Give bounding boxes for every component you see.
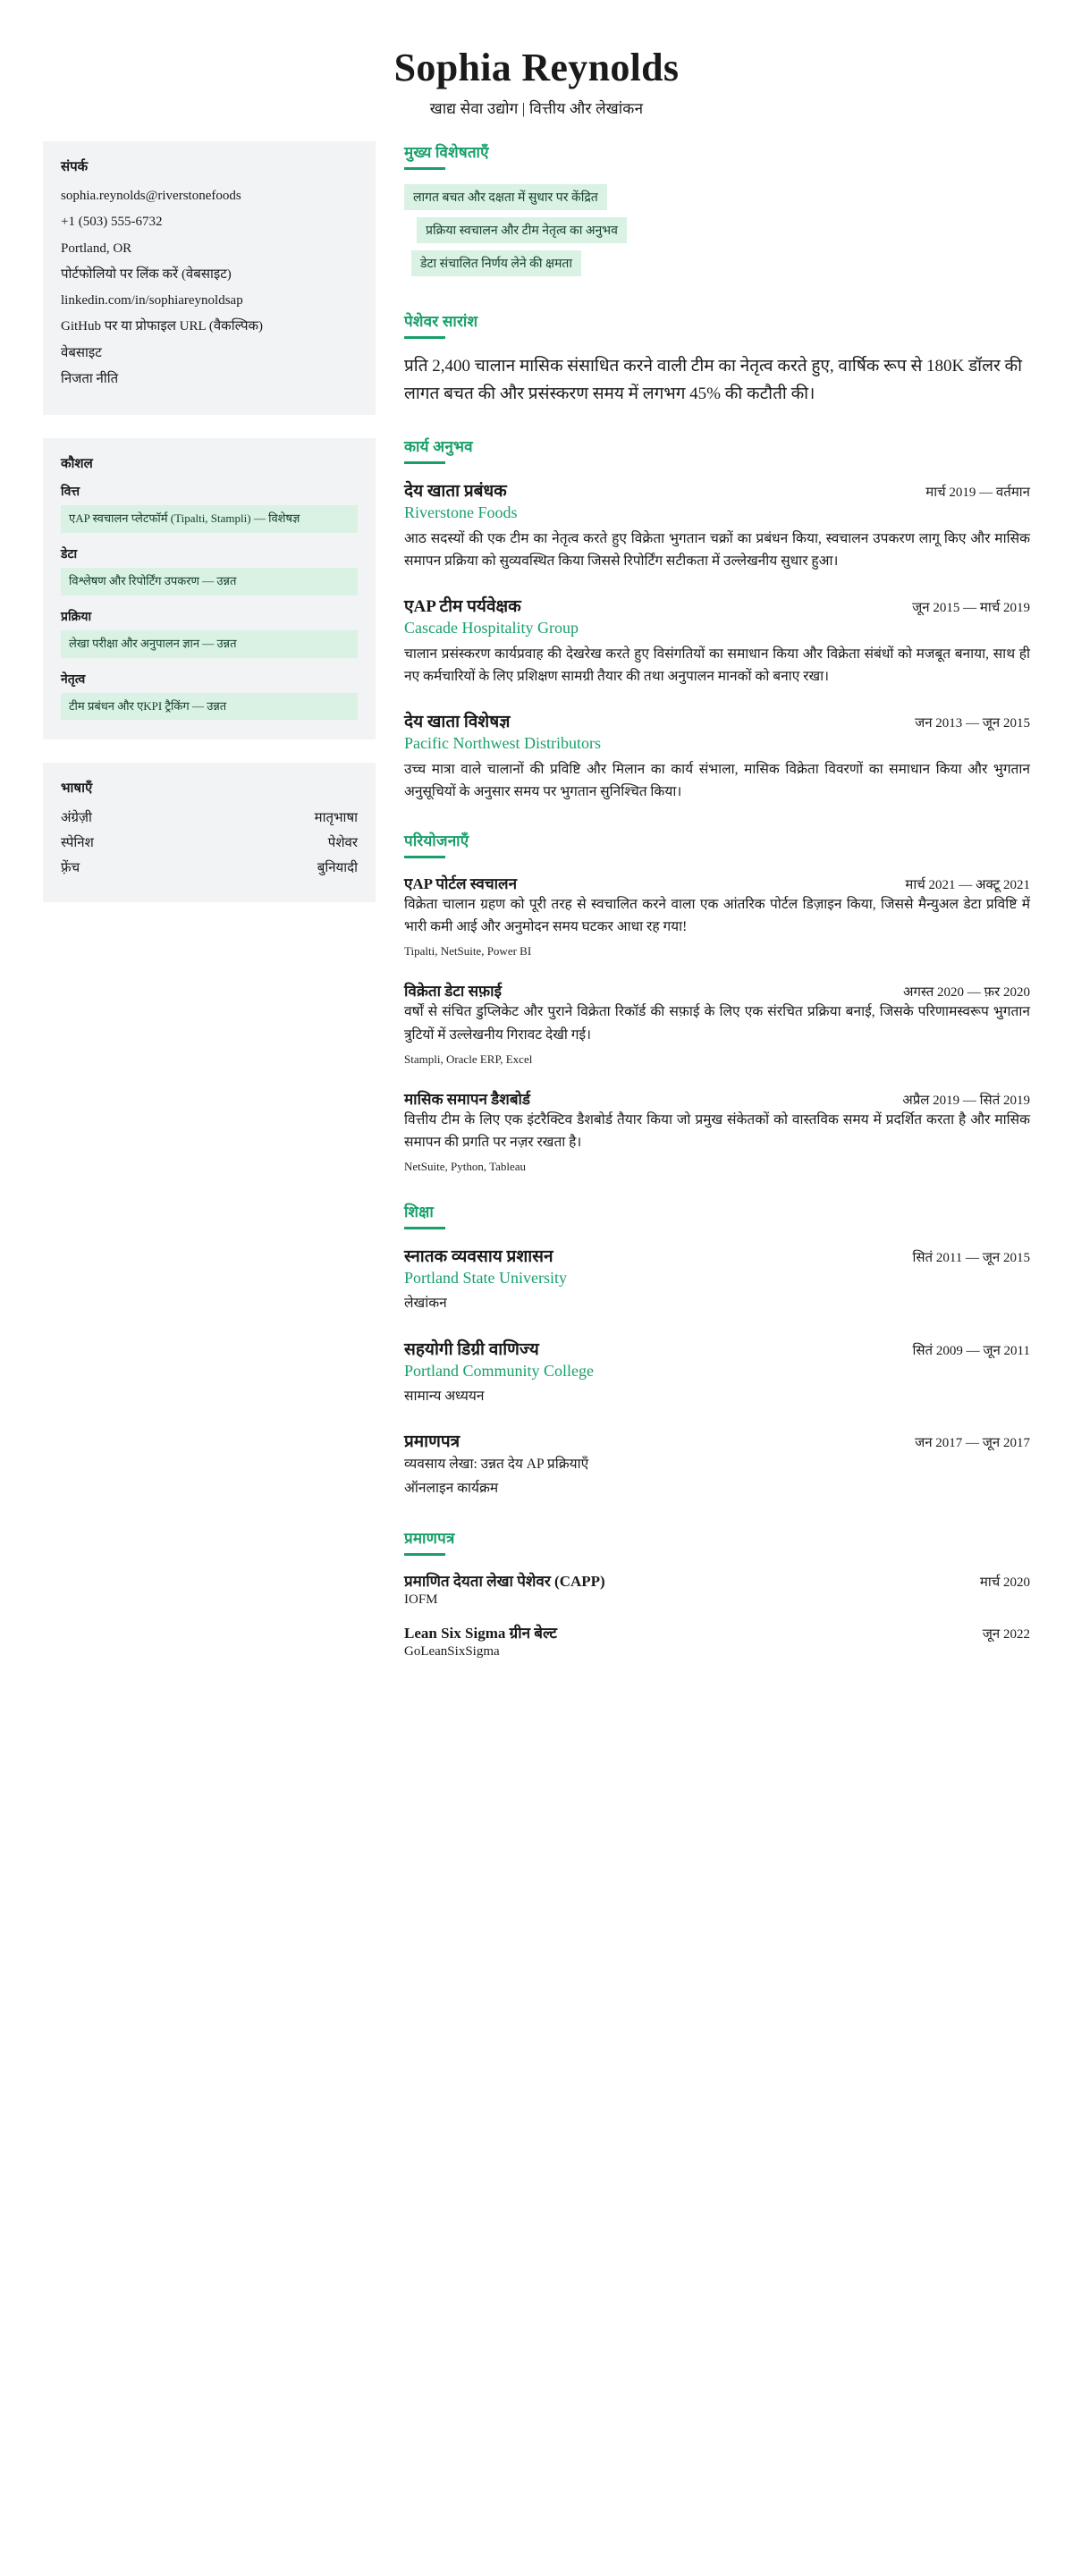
candidate-tagline: खाद्य सेवा उद्योग | वित्तीय और लेखांकन	[429, 100, 644, 117]
project-stack: Stampli, Oracle ERP, Excel	[404, 1052, 533, 1066]
project-dates: अगस्त 2020 — फ़र 2020	[903, 985, 1030, 1001]
certification-name: प्रमाणित देयता लेखा पेशेवर (CAPP)	[404, 1573, 605, 1591]
education-note: लेखांकन	[404, 1295, 447, 1311]
entry-header	[404, 1088, 1030, 1109]
entry-header	[404, 1337, 1030, 1360]
entry-header	[404, 1622, 1030, 1643]
section-divider	[404, 856, 445, 858]
contact-panel	[43, 141, 376, 415]
job-title: देय खाता प्रबंधक	[404, 481, 507, 501]
education-entry	[404, 1244, 1030, 1315]
skill-item: विश्लेषण और रिपोर्टिंग उपकरण — उन्नत	[61, 568, 358, 595]
entry-header	[404, 980, 1030, 1001]
education-dates: जन 2017 — जून 2017	[915, 1436, 1030, 1451]
resume-header	[43, 36, 1030, 141]
language-row	[61, 832, 358, 854]
education-dates: सितं 2011 — जून 2015	[912, 1250, 1030, 1265]
certification-name: Lean Six Sigma ग्रीन बेल्ट	[404, 1625, 557, 1643]
main-column	[399, 141, 1030, 1686]
experience-title: कार्य अनुभव	[404, 437, 473, 455]
language-row	[61, 807, 358, 829]
certification-date: जून 2022	[982, 1627, 1030, 1643]
school-name: व्यवसाय लेखा: उन्नत देय AP प्रक्रियाएँ	[404, 1457, 589, 1473]
certifications-section	[404, 1527, 1030, 1660]
school-name: Portland Community College	[404, 1361, 594, 1380]
job-description: आठ सदस्यों की एक टीम का नेतृत्व करते हुए विक्रेता भुगतान चक्रों का प्रबंधन किया, स्वचालन उपकरण लागू किए और मासिक समापन प्रक्रिया को सुव्यवस्थित किया जिससे रिपोर्टिंग सटीकता में उल्लेखनीय सुधार हुआ।	[404, 530, 1030, 569]
job-dates: मार्च 2019 — वर्तमान	[925, 485, 1030, 500]
contact-location: Portland, OR	[61, 241, 132, 256]
project-stack: NetSuite, Python, Tableau	[404, 1159, 527, 1173]
contact-website[interactable]: वेबसाइट	[61, 345, 102, 360]
language-name: स्पेनिश	[61, 836, 94, 851]
certification-entry	[404, 1570, 1030, 1608]
contact-phone[interactable]: +1 (503) 555-6732	[61, 215, 163, 230]
contact-github[interactable]: GitHub पर या प्रोफाइल URL (वैकल्पिक)	[61, 319, 264, 334]
job-description: उच्च मात्रा वाले चालानों की प्रविष्टि और मिलान का कार्य संभाला, मासिक विक्रेता विवरणों का समाधान किया और भुगतान अनुसूचियों के अनुसार समय पर भुगतान सुनिश्चित किया।	[404, 761, 1030, 800]
project-description: वित्तीय टीम के लिए एक इंटरैक्टिव डैशबोर्ड तैयार किया जो प्रमुख संकेतकों को वास्तविक समय में प्रदर्शित करता है और मासिक समापन की प्रगति पर नज़र रखता है।	[404, 1111, 1030, 1150]
skill-group	[61, 671, 358, 721]
project-entry	[404, 873, 1030, 959]
skill-item: लेखा परीक्षा और अनुपालन ज्ञान — उन्नत	[61, 630, 358, 658]
degree-title: प्रमाणपत्र	[404, 1432, 460, 1452]
project-description: विक्रेता चालान ग्रहण को पूरी तरह से स्वचालित करने वाला एक आंतरिक पोर्टल डिज़ाइन किया, जिससे मैन्युअल डेटा प्रविष्टि में भारी कमी आई और अनुमोदन समय घटकर आधा रह गया!	[404, 897, 1030, 935]
skill-item: एAP स्वचालन प्लेटफॉर्म (Tipalti, Stampli) — विशेषज्ञ	[61, 505, 358, 533]
certification-entry	[404, 1622, 1030, 1660]
skills-panel	[43, 438, 376, 739]
entry-header	[404, 478, 1030, 502]
education-entry	[404, 1337, 1030, 1408]
certification-date: मार्च 2020	[979, 1575, 1030, 1591]
entry-header	[404, 594, 1030, 617]
employer-name: Riverstone Foods	[404, 503, 518, 521]
project-description: वर्षों से संचित डुप्लिकेट और पुराने विक्रेता रिकॉर्ड की सफ़ाई के लिए एक संरचित प्रक्रिया बनाई, जिसके परिणामस्वरूप भुगतान त्रुटियों में उल्लेखनीय गिरावट देखी गई।	[404, 1004, 1030, 1043]
contact-privacy-policy[interactable]: निजता नीति	[61, 371, 119, 386]
experience-entry	[404, 709, 1030, 803]
skill-group	[61, 608, 358, 658]
language-level: मातृभाषा	[314, 811, 358, 826]
degree-title: सहयोगी डिग्री वाणिज्य	[404, 1339, 539, 1359]
job-dates: जून 2015 — मार्च 2019	[912, 600, 1030, 615]
section-divider	[404, 1227, 445, 1229]
skill-group-label: वित्त	[61, 486, 80, 499]
highlight-item: लागत बचत और दक्षता में सुधार पर केंद्रित	[404, 184, 607, 210]
language-name: अंग्रेज़ी	[61, 811, 92, 826]
job-title: एAP टीम पर्यवेक्षक	[404, 596, 521, 616]
language-level: पेशेवर	[327, 836, 358, 851]
entry-header	[404, 1244, 1030, 1267]
project-dates: मार्च 2021 — अक्टू 2021	[905, 878, 1030, 893]
language-name: फ़्रेंच	[61, 861, 80, 876]
project-stack: Tipalti, NetSuite, Power BI	[404, 944, 532, 959]
entry-header	[404, 873, 1030, 893]
summary-section	[404, 310, 1030, 409]
job-title: देय खाता विशेषज्ञ	[404, 712, 511, 731]
certification-issuer: GoLeanSixSigma	[404, 1644, 500, 1660]
degree-title: स्नातक व्यवसाय प्रशासन	[404, 1246, 553, 1266]
certifications-title: प्रमाणपत्र	[404, 1530, 455, 1548]
skill-group	[61, 545, 358, 595]
language-row	[61, 857, 358, 879]
experience-entry	[404, 594, 1030, 688]
skills-panel-title: कौशल	[61, 457, 93, 471]
languages-panel-title: भाषाएँ	[61, 781, 93, 797]
contact-panel-title: संपर्क	[61, 160, 89, 174]
highlight-item: डेटा संचालित निर्णय लेने की क्षमता	[411, 250, 581, 276]
education-note: सामान्य अध्ययन	[404, 1388, 485, 1404]
summary-title: पेशेवर सारांश	[404, 313, 478, 330]
projects-title: परियोजनाएँ	[404, 832, 469, 850]
entry-header	[404, 709, 1030, 732]
project-dates: अप्रैल 2019 — सितं 2019	[902, 1093, 1030, 1108]
highlight-item: प्रक्रिया स्वचालन और टीम नेतृत्व का अनुभव	[417, 217, 627, 243]
school-name: Portland State University	[404, 1268, 567, 1287]
experience-section	[404, 435, 1030, 804]
project-title: विक्रेता डेटा सफ़ाई	[404, 983, 502, 1001]
section-divider	[404, 461, 445, 464]
skill-item: टीम प्रबंधन और एKPI ट्रैकिंग — उन्नत	[61, 693, 358, 721]
sidebar-column	[43, 141, 376, 925]
project-entry	[404, 1088, 1030, 1174]
project-title: एAP पोर्टल स्वचालन	[404, 875, 518, 893]
project-title: मासिक समापन डैशबोर्ड	[404, 1090, 531, 1108]
highlights-section	[404, 141, 1030, 283]
employer-name: Cascade Hospitality Group	[404, 618, 579, 637]
skill-group-label: नेतृत्व	[61, 672, 86, 687]
project-entry	[404, 980, 1030, 1066]
education-title: शिक्षा	[404, 1203, 434, 1220]
employer-name: Pacific Northwest Distributors	[404, 733, 601, 752]
job-description: चालान प्रसंस्करण कार्यप्रवाह की देखरेख करते हुए विसंगतियों का समाधान किया और विक्रेता संबंधों को मजबूत बनाया, साथ ही नए कर्मचारियों के लिए प्रशिक्षण सामग्री तैयार की तथा अनुपालन मानकों को बनाए रखा।	[404, 646, 1030, 684]
resume-body	[43, 141, 1030, 1686]
section-divider	[404, 336, 445, 339]
job-dates: जन 2013 — जून 2015	[915, 715, 1030, 731]
skill-group	[61, 483, 358, 533]
skill-group-label: प्रक्रिया	[61, 610, 92, 624]
contact-portfolio[interactable]: पोर्टफोलियो पर लिंक करें (वेबसाइट)	[61, 266, 232, 282]
languages-panel	[43, 763, 376, 902]
contact-email[interactable]: sophia.reynolds@riverstonefoods	[61, 189, 241, 203]
language-level: बुनियादी	[317, 861, 358, 876]
experience-entry	[404, 478, 1030, 572]
contact-linkedin[interactable]: linkedin.com/in/sophiareynoldsap	[61, 293, 243, 308]
skill-group-label: डेटा	[61, 547, 78, 562]
education-section	[404, 1201, 1030, 1500]
candidate-name: Sophia Reynolds	[393, 46, 680, 89]
projects-section	[404, 830, 1030, 1174]
education-note: ऑनलाइन कार्यक्रम	[404, 1481, 499, 1497]
section-divider	[404, 167, 445, 170]
entry-header	[404, 1570, 1030, 1591]
entry-header	[404, 1429, 1030, 1452]
section-divider	[404, 1553, 445, 1556]
education-entry	[404, 1429, 1030, 1500]
education-dates: सितं 2009 — जून 2011	[912, 1343, 1030, 1358]
certification-issuer: IOFM	[404, 1592, 438, 1608]
summary-text: प्रति 2,400 चालान मासिक संसाधित करने वाली टीम का नेतृत्व करते हुए, वार्षिक रूप से 180K डॉलर की लागत बचत की और प्रसंस्करण समय में लगभग 45% की कटौती की।	[404, 357, 1023, 403]
highlights-title: मुख्य विशेषताएँ	[404, 144, 489, 161]
